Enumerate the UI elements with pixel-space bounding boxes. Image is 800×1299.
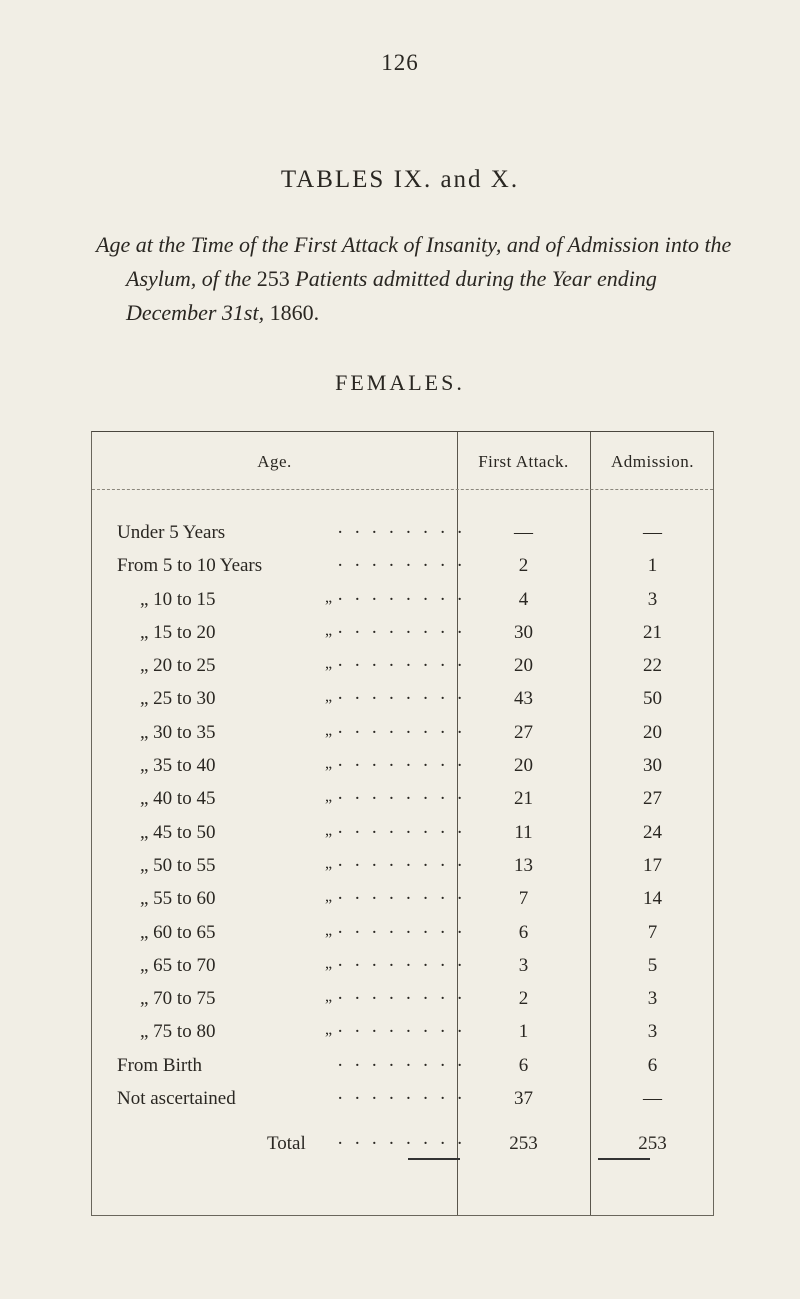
- row-ditto-mark: „: [325, 655, 333, 673]
- row-first-attack: 6: [518, 1054, 529, 1076]
- total-row: [92, 1133, 715, 1166]
- table-row: [92, 755, 715, 788]
- table-row: [92, 688, 715, 721]
- row-ditto-mark: „: [325, 1021, 333, 1039]
- row-first-attack: 3: [518, 954, 529, 976]
- header-rule: [92, 489, 713, 491]
- row-ditto-mark: „: [325, 854, 333, 872]
- row-leader-dots: · · · · · · · ·: [337, 688, 466, 710]
- table-caption: [96, 228, 736, 330]
- row-age-label: From 5 to 10 Years: [117, 555, 263, 577]
- row-admission: 5: [647, 954, 658, 976]
- row-leader-dots: · · · · · · · ·: [337, 755, 466, 777]
- row-ditto-mark: „: [325, 954, 333, 972]
- row-ditto-mark: „: [325, 888, 333, 906]
- row-first-attack: 27: [514, 721, 533, 743]
- total-admission: 253: [638, 1133, 667, 1155]
- row-first-attack: 11: [514, 821, 533, 843]
- row-first-attack: 6: [518, 921, 529, 943]
- table-row: [92, 589, 715, 622]
- page-number: 126: [381, 50, 419, 75]
- row-admission: —: [643, 522, 662, 543]
- row-age-label: „ 60 to 65: [140, 921, 216, 943]
- sex-heading: FEMALES.: [335, 370, 465, 395]
- row-leader-dots: · · · · · · · ·: [337, 1133, 466, 1155]
- row-age-label: „ 50 to 55: [140, 854, 216, 876]
- row-first-attack: 7: [518, 888, 529, 910]
- row-age-label: „ 15 to 20: [140, 621, 216, 643]
- row-first-attack: 43: [514, 688, 533, 710]
- row-leader-dots: · · · · · · · ·: [337, 655, 466, 677]
- row-ditto-mark: „: [325, 755, 333, 773]
- row-ditto-mark: „: [325, 988, 333, 1006]
- row-admission: 30: [643, 755, 662, 777]
- total-label: Total: [267, 1133, 306, 1155]
- row-leader-dots: · · · · · · · ·: [337, 888, 466, 910]
- row-age-label: „ 55 to 60: [140, 888, 216, 910]
- column-header-age: Age.: [257, 452, 292, 471]
- row-ditto-mark: „: [325, 921, 333, 939]
- total-first-attack: 253: [509, 1133, 538, 1155]
- row-age-label: „ 65 to 70: [140, 954, 216, 976]
- row-first-attack: —: [514, 522, 533, 543]
- row-leader-dots: · · · · · · · ·: [337, 588, 466, 610]
- table-row: [92, 1055, 715, 1088]
- column-header-admission: Admission.: [611, 452, 694, 471]
- row-leader-dots: · · · · · · · ·: [337, 821, 466, 843]
- row-age-label: „ 40 to 45: [140, 788, 216, 810]
- row-leader-dots: · · · · · · · ·: [337, 1054, 466, 1076]
- table-body: [92, 522, 715, 1167]
- row-admission: 6: [647, 1054, 658, 1076]
- row-admission: 7: [647, 921, 658, 943]
- table-row: [92, 655, 715, 688]
- row-age-label: Not ascertained: [117, 1088, 236, 1110]
- row-admission: 21: [643, 621, 662, 643]
- row-admission: 27: [643, 788, 662, 810]
- row-leader-dots: · · · · · · · ·: [337, 988, 466, 1010]
- row-ditto-mark: „: [325, 621, 333, 639]
- tables-title: TABLES IX. and X.: [280, 166, 520, 193]
- caption-text-2: Patients admitted during the Year ending December 31st,: [126, 266, 657, 325]
- total-rule-first-attack: [408, 1158, 460, 1160]
- row-first-attack: 1: [518, 1021, 529, 1043]
- table-row: [92, 822, 715, 855]
- row-leader-dots: · · · · · · · ·: [337, 954, 466, 976]
- row-age-label: „ 30 to 35: [140, 721, 216, 743]
- table-row: [92, 622, 715, 655]
- row-age-label: Under 5 Years: [117, 522, 226, 543]
- row-leader-dots: · · · · · · · ·: [337, 1088, 466, 1110]
- row-leader-dots: · · · · · · · ·: [337, 621, 466, 643]
- row-age-label: „ 45 to 50: [140, 821, 216, 843]
- row-admission: 3: [647, 588, 658, 610]
- table-row: [92, 788, 715, 821]
- row-first-attack: 21: [514, 788, 533, 810]
- table-row: [92, 988, 715, 1021]
- row-admission: 17: [643, 854, 662, 876]
- row-leader-dots: · · · · · · · ·: [337, 788, 466, 810]
- row-admission: 22: [643, 655, 662, 677]
- table-row: [92, 955, 715, 988]
- row-first-attack: 20: [514, 755, 533, 777]
- row-first-attack: 2: [518, 988, 529, 1010]
- row-ditto-mark: „: [325, 821, 333, 839]
- row-ditto-mark: „: [325, 588, 333, 606]
- column-header-first-attack: First Attack.: [478, 452, 569, 471]
- row-age-label: „ 35 to 40: [140, 755, 216, 777]
- row-leader-dots: · · · · · · · ·: [337, 555, 466, 577]
- row-leader-dots: · · · · · · · ·: [337, 854, 466, 876]
- row-first-attack: 13: [514, 854, 533, 876]
- row-leader-dots: · · · · · · · ·: [337, 721, 466, 743]
- table-row: [92, 522, 715, 555]
- table-row: [92, 855, 715, 888]
- table-row: [92, 1021, 715, 1054]
- total-rule-admission: [598, 1158, 650, 1160]
- row-age-label: „ 10 to 15: [140, 588, 216, 610]
- row-admission: 14: [643, 888, 662, 910]
- row-ditto-mark: „: [325, 688, 333, 706]
- row-admission: 20: [643, 721, 662, 743]
- row-ditto-mark: „: [325, 788, 333, 806]
- row-admission: 50: [643, 688, 662, 710]
- row-leader-dots: · · · · · · · ·: [337, 522, 466, 543]
- row-age-label: „ 70 to 75: [140, 988, 216, 1010]
- row-age-label: „ 25 to 30: [140, 688, 216, 710]
- row-age-label: „ 75 to 80: [140, 1021, 216, 1043]
- row-first-attack: 20: [514, 655, 533, 677]
- table-row: [92, 922, 715, 955]
- age-table: [91, 431, 714, 1216]
- row-admission: —: [643, 1088, 662, 1110]
- row-admission: 3: [647, 1021, 658, 1043]
- row-leader-dots: · · · · · · · ·: [337, 921, 466, 943]
- row-ditto-mark: „: [325, 721, 333, 739]
- row-admission: 24: [643, 821, 662, 843]
- row-age-label: „ 20 to 25: [140, 655, 216, 677]
- row-first-attack: 37: [514, 1088, 533, 1110]
- caption-year: 1860.: [269, 300, 320, 325]
- table-row: [92, 722, 715, 755]
- table-row: [92, 555, 715, 588]
- row-age-label: From Birth: [117, 1054, 202, 1076]
- row-first-attack: 2: [518, 555, 529, 577]
- caption-text-1: Age at the Time of the First Attack of Insanity, and of Admission into the Asylum, of the: [96, 232, 732, 291]
- row-leader-dots: · · · · · · · ·: [337, 1021, 466, 1043]
- row-first-attack: 30: [514, 621, 533, 643]
- table-row: [92, 888, 715, 921]
- caption-number: 253: [256, 266, 290, 291]
- row-admission: 3: [647, 988, 658, 1010]
- table-row: [92, 1088, 715, 1121]
- row-first-attack: 4: [518, 588, 529, 610]
- row-admission: 1: [647, 555, 658, 577]
